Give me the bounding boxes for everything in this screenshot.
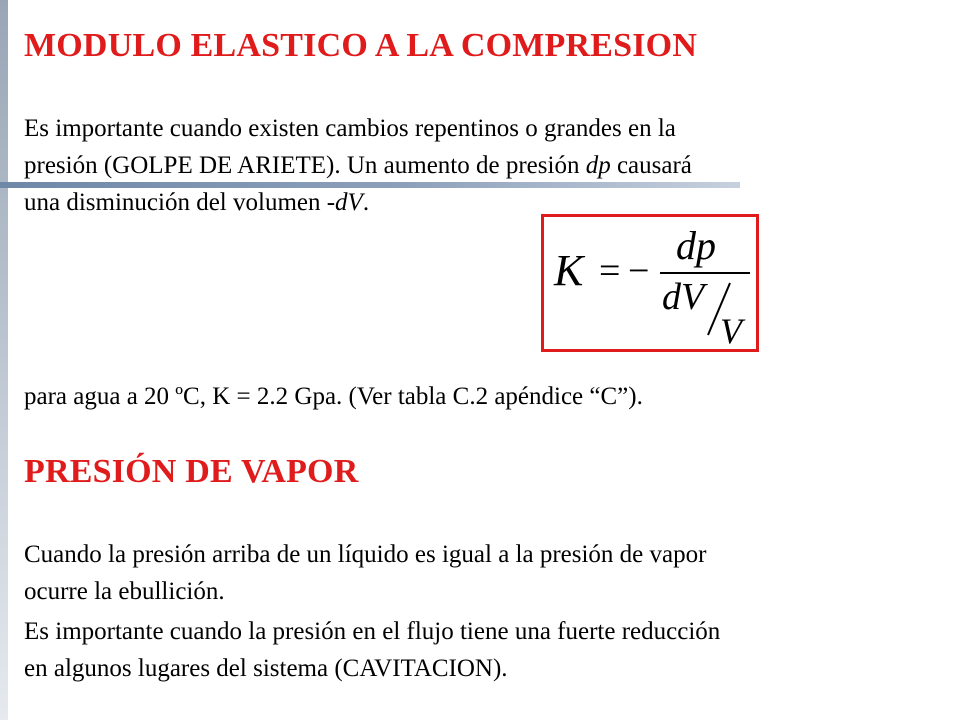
formula-numerator-dp: dp — [676, 223, 716, 268]
variable-minus-dv: -dV — [326, 189, 363, 216]
variable-dp: dp — [585, 152, 611, 179]
section-title-presion-vapor: PRESIÓN DE VAPOR — [24, 453, 359, 490]
vapor-p1-line-2: ocurre la ebullición. — [24, 578, 225, 605]
formula-k: K — [554, 246, 584, 295]
vapor-paragraph-2 — [24, 613, 720, 687]
formula-minus: − — [628, 250, 650, 292]
formula-denominator-v: V — [720, 311, 742, 349]
intro-line-1: Es importante cuando existen cambios repentinos o grandes en la — [24, 115, 676, 142]
vapor-p2-line-1: Es importante cuando la presión en el flujo tiene una fuerte reducción — [24, 618, 721, 645]
vapor-p1-line-1: Cuando la presión arriba de un líquido es igual a la presión de vapor — [24, 541, 707, 568]
vapor-p2-line-2: en algunos lugares del sistema (CAVITACION). — [24, 655, 508, 682]
intro-line-3: una disminución del volumen -dV. — [24, 189, 370, 216]
bulk-modulus-formula — [541, 214, 759, 352]
left-decorative-bar — [0, 0, 8, 720]
formula-svg — [544, 217, 756, 349]
water-note: para agua a 20 ºC, K = 2.2 Gpa. (Ver tabla C.2 apéndice “C”). — [24, 383, 643, 410]
intro-line-2: presión (GOLPE DE ARIETE). Un aumento de presión dp causará — [24, 152, 692, 179]
formula-equals: = — [599, 250, 621, 292]
intro-paragraph — [24, 110, 692, 221]
formula-denominator-dv: dV — [662, 276, 705, 318]
section-title-modulo-elastico: MODULO ELASTICO A LA COMPRESION — [24, 27, 698, 64]
vapor-paragraph-1 — [24, 536, 706, 610]
